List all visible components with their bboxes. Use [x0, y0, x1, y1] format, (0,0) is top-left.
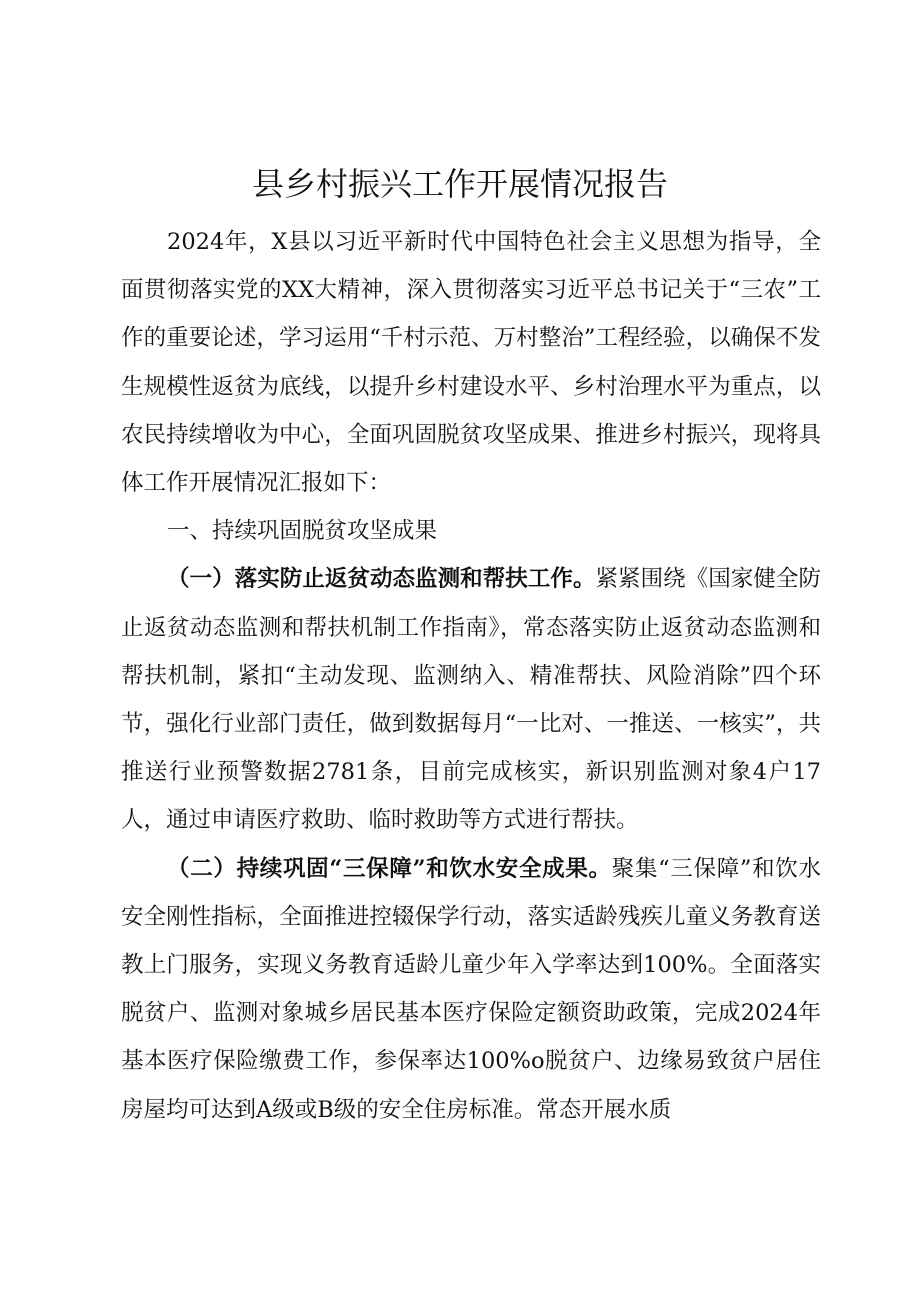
item-lead-heading: （一）落实防止返贫动态监测和帮扶工作。	[167, 566, 596, 593]
section-item-paragraph	[121, 555, 821, 844]
item-body-text: 聚集“三保障”和饮水安全刚性指标，全面推进控辍保学行动，落实适龄残疾儿童义务教育送教上门服务，实现义务教育适龄儿童少年入学率达到100%。全面落实脱贫户、监测对象城乡居民基本医疗保险定额资助政策，完成2024年基本医疗保险缴费工作，参保率达100%o脱贫户、边缘易致贫户居住房屋均可达到A级或B级的安全住房标准。常态开展水质	[121, 855, 821, 1123]
section-item-paragraph	[121, 845, 821, 1134]
item-body-text: 紧紧围绕《国家健全防止返贫动态监测和帮扶机制工作指南》，常态落实防止返贫动态监测和帮扶机制，紧扣“主动发现、监测纳入、精准帮扶、风险消除”四个环节，强化行业部门责任，做到数据每月“一比对、一推送、一核实”，共推送行业预警数据2781条，目前完成核实，新识别监测对象4户17人，通过申请医疗救助、临时救助等方式进行帮扶。	[121, 566, 821, 834]
document-body	[121, 218, 821, 1134]
document-title: 县乡村振兴工作开展情况报告	[251, 165, 668, 203]
intro-paragraph: 2024年，X县以习近平新时代中国特色社会主义思想为指导，全面贯彻落实党的XX大精神，深入贯彻落实习近平总书记关于“三农”工作的重要论述，学习运用“千村示范、万村整治”工程经验，以确保不发生规模性返贫为底线，以提升乡村建设水平、乡村治理水平为重点，以农民持续增收为中心，全面巩固脱贫攻坚成果、推进乡村振兴，现将具体工作开展情况汇报如下：	[121, 229, 821, 497]
item-lead-heading: （二）持续巩固“三保障”和饮水安全成果。	[167, 855, 612, 882]
section-heading: 一、持续巩固脱贫攻坚成果	[167, 518, 438, 545]
